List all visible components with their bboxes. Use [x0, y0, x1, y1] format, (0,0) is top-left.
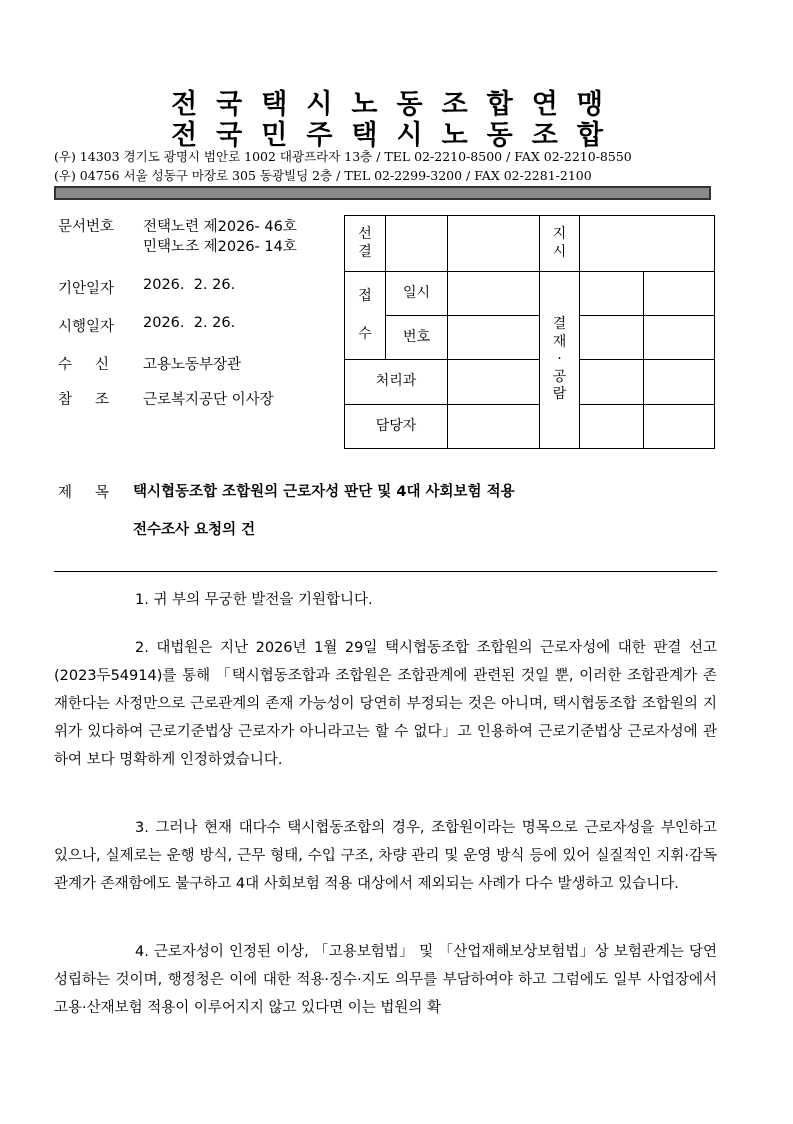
exec-date: 2026. 2. 26. — [143, 315, 236, 331]
approval-cell — [580, 405, 644, 449]
approval-table — [344, 215, 715, 449]
approval-jeopsu — [345, 272, 386, 360]
approval-gyeoljae: 결 재 · 공 람 — [540, 272, 580, 449]
approval-cell — [386, 216, 448, 272]
org-name-1: 전국택시노동조합연맹 — [171, 89, 622, 120]
approval-beonho: 번호 — [386, 316, 448, 360]
approval-cell — [644, 405, 715, 449]
approval-cell — [448, 316, 540, 360]
paragraph-text: 2. 대법원은 지난 2026년 1월 29일 택시협동조합 조합원의 근로자성에 대한 판결 선고(2023두54914)를 통해 「택시협동조합과 조합원은 조합관계에 관련된 것일 뿐, 이러한 조합관계가 존재한다는 사정만으로 근로관계의 존재 가능성이 당연히 부정되는 것은 아니며, 택시협동조합 조합원의 지위가 있다하여 근로기준법상 근로자가 아니라고는 할 수 없다」고 인용하여 근로기준법상 근로자성에 관하여 보다 명확하게 인정하였습니다. — [54, 640, 717, 768]
approval-cell — [580, 216, 715, 272]
paragraph-text: 1. 귀 부의 무궁한 발전을 기원합니다. — [135, 592, 373, 608]
approval-cell — [448, 405, 540, 449]
org-name-2: 전국민주택시노동조합 — [171, 120, 622, 151]
subject-line-2: 전수조사 요청의 건 — [133, 522, 256, 538]
approval-cell — [644, 316, 715, 360]
doc-number-1: 전택노련 제2026- 46호 — [143, 219, 297, 235]
approval-cell — [448, 272, 540, 316]
approval-ji: 지 시 — [540, 216, 580, 272]
paragraph-text: 4. 근로자성이 인정된 이상, 「고용보험법」 및 「산업재해보상보험법」상 보험관계는 당연 성립하는 것이며, 행정청은 이에 대한 적용·징수·지도 의무를 부담하여야 하고 그럼에도 일부 사업장에서 고용·산재보험 적용이 이루어지지 않고 있다면 이는 법원의 확 — [54, 944, 717, 1016]
approval-cell — [580, 316, 644, 360]
approval-damdangja: 담당자 — [345, 405, 448, 449]
approval-jeop: 접 — [358, 288, 372, 304]
subject-line-1: 택시협동조합 조합원의 근로자성 판단 및 4대 사회보험 적용 — [133, 484, 515, 500]
approval-seon: 선 결 — [345, 216, 386, 272]
approval-cell — [580, 272, 644, 316]
approval-su: 수 — [358, 325, 372, 342]
header-divider-bar — [54, 186, 711, 200]
reference: 근로복지공단 이사장 — [143, 392, 274, 408]
approval-cell — [580, 360, 644, 405]
subject-label: 제 목 — [58, 485, 110, 501]
doc-number-label: 문서번호 — [58, 219, 115, 235]
exec-date-label: 시행일자 — [58, 319, 115, 335]
address-line-2: (우) 04756 서울 성동구 마장로 305 동광빌딩 2층 / TEL 02-2299-3200 / FAX 02-2281-2100 — [54, 168, 592, 183]
body-paragraph-1 — [54, 586, 717, 614]
approval-cell — [448, 216, 540, 272]
recipient: 고용노동부장관 — [143, 357, 242, 373]
draft-date: 2026. 2. 26. — [143, 277, 236, 293]
approval-cell — [644, 360, 715, 405]
paragraph-text: 3. 그러나 현재 대다수 택시협동조합의 경우, 조합원이라는 명목으로 근로자성을 부인하고 있으나, 실제로는 운행 방식, 근무 형태, 수입 구조, 차량 관리 및 운영 방식 등에 있어 실질적인 지휘·감독 관계가 존재함에도 불구하고 4대 사회보험 적용 대상에서 제외되는 사례가 다수 발생하고 있습니다. — [54, 820, 717, 892]
reference-label: 참 조 — [58, 392, 110, 408]
body-paragraph-4 — [54, 938, 717, 1022]
subject-divider — [54, 571, 717, 572]
approval-cell — [644, 272, 715, 316]
approval-ilsi: 일시 — [386, 272, 448, 316]
address-line-1: (우) 14303 경기도 광명시 범안로 1002 대광프라자 13층 / TEL 02-2210-8500 / FAX 02-2210-8550 — [54, 149, 632, 164]
body-paragraph-2 — [54, 634, 717, 774]
body-paragraph-3 — [54, 814, 717, 898]
draft-date-label: 기안일자 — [58, 281, 115, 297]
approval-cheorigwa: 처리과 — [345, 360, 448, 405]
recipient-label: 수 신 — [58, 357, 110, 373]
doc-number-2: 민택노조 제2026- 14호 — [143, 239, 297, 255]
approval-cell — [448, 360, 540, 405]
